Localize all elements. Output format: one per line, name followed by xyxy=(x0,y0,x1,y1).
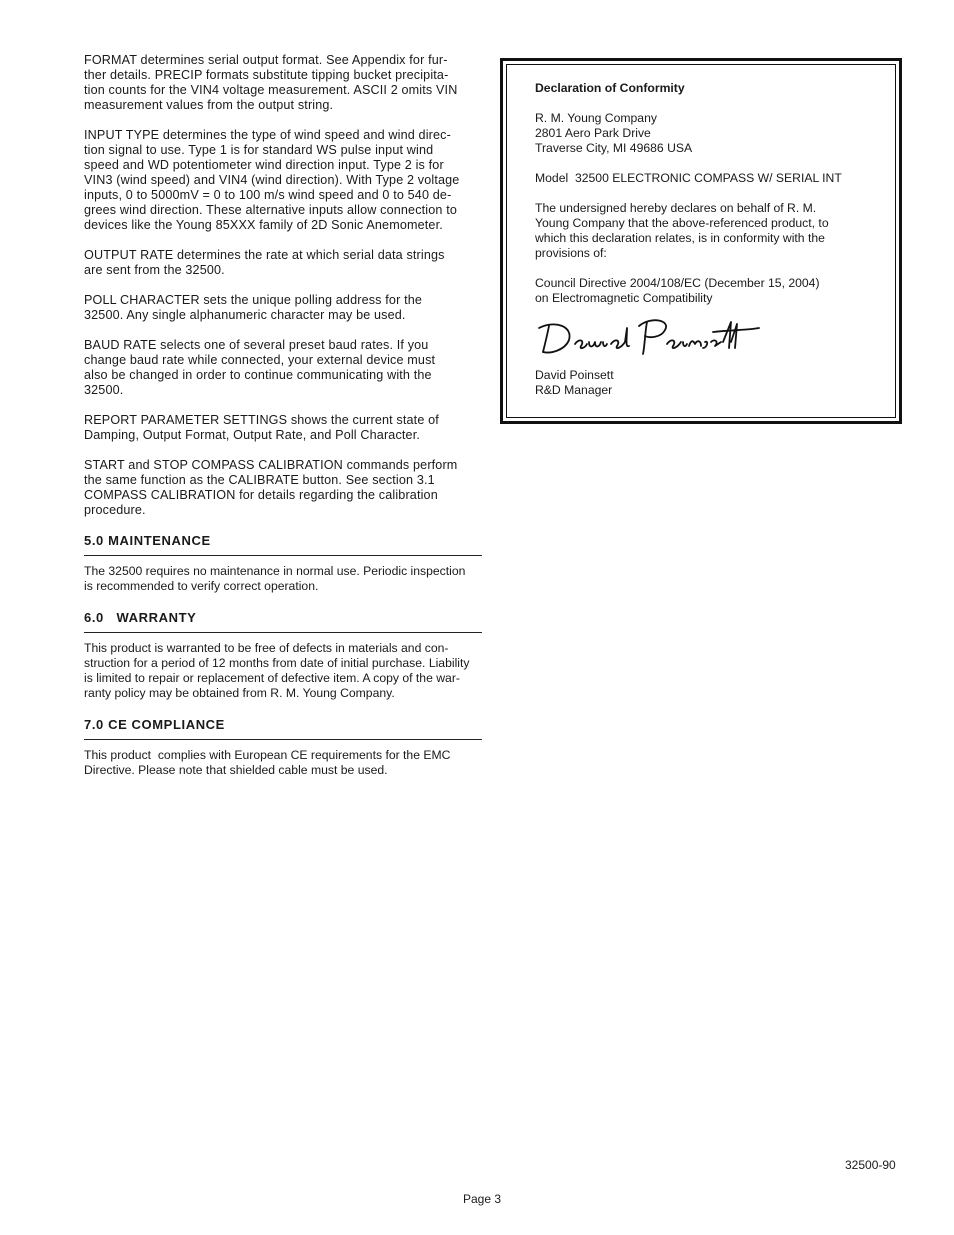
text-line: Damping, Output Format, Output Rate, and Poll Character. xyxy=(84,428,420,442)
page-number: Page 3 xyxy=(463,1192,502,1206)
signer-name: David Poinsett xyxy=(535,368,614,382)
text-line: are sent from the 32500. xyxy=(84,263,225,277)
warranty-section xyxy=(84,610,482,701)
text-line: the same function as the CALIBRATE button. See section 3.1 xyxy=(84,473,435,487)
compass-calibration-paragraph xyxy=(84,458,482,518)
text-line: tion signal to use. Type 1 is for standard WS pulse input wind xyxy=(84,143,434,157)
text-line: The 32500 requires no maintenance in normal use. Periodic inspection xyxy=(84,564,466,578)
signature xyxy=(535,312,765,360)
input-type-paragraph xyxy=(84,128,482,233)
text-line: change baud rate while connected, your external device must xyxy=(84,353,436,367)
baud-rate-paragraph xyxy=(84,338,482,398)
statement-line: provisions of: xyxy=(535,246,607,260)
text-line: struction for a period of 12 months from date of initial purchase. Liability xyxy=(84,656,470,670)
text-line: grees wind direction. These alternative inputs allow connection to xyxy=(84,203,457,217)
model-line: Model 32500 ELECTRONIC COMPASS W/ SERIAL INT xyxy=(535,171,842,185)
maintenance-heading: 5.0 MAINTENANCE xyxy=(84,533,482,556)
text-line: tion counts for the VIN4 voltage measurement. ASCII 2 omits VIN xyxy=(84,83,458,97)
company-address xyxy=(535,111,865,156)
statement-line: which this declaration relates, is in conformity with the xyxy=(535,231,825,245)
text-line: FORMAT determines serial output format. See Appendix for fur- xyxy=(84,53,448,67)
text-line: 32500. xyxy=(84,383,124,397)
text-line: measurement values from the output string. xyxy=(84,98,334,112)
text-line: ranty policy may be obtained from R. M. Young Company. xyxy=(84,686,395,700)
text-line: is recommended to verify correct operation. xyxy=(84,579,319,593)
left-column xyxy=(84,53,482,794)
directive-line: Council Directive 2004/108/EC (December 15, 2004) xyxy=(535,276,820,290)
declaration-title: Declaration of Conformity xyxy=(535,81,685,95)
text-line: OUTPUT RATE determines the rate at which serial data strings xyxy=(84,248,445,262)
address-line: 2801 Aero Park Drive xyxy=(535,126,651,140)
declaration-of-conformity-box xyxy=(500,58,902,424)
text-line: POLL CHARACTER sets the unique polling address for the xyxy=(84,293,423,307)
document-number: 32500-90 xyxy=(845,1158,896,1172)
text-line: ther details. PRECIP formats substitute tipping bucket precipita- xyxy=(84,68,449,82)
text-line: REPORT PARAMETER SETTINGS shows the current state of xyxy=(84,413,439,427)
warranty-text xyxy=(84,641,482,701)
text-line: BAUD RATE selects one of several preset baud rates. If you xyxy=(84,338,429,352)
text-line: VIN3 (wind speed) and VIN4 (wind direction). With Type 2 voltage xyxy=(84,173,460,187)
text-line: This product is warranted to be free of defects in materials and con- xyxy=(84,641,449,655)
declaration-content xyxy=(535,81,865,398)
poll-character-paragraph xyxy=(84,293,482,323)
warranty-heading: 6.0 WARRANTY xyxy=(84,610,482,633)
text-line: also be changed in order to continue communicating with the xyxy=(84,368,432,382)
maintenance-text xyxy=(84,564,482,594)
text-line: This product complies with European CE requirements for the EMC xyxy=(84,748,451,762)
report-parameter-paragraph xyxy=(84,413,482,443)
text-line: INPUT TYPE determines the type of wind speed and wind direc- xyxy=(84,128,451,142)
ce-compliance-text xyxy=(84,748,482,778)
text-line: speed and WD potentiometer wind direction input. Type 2 is for xyxy=(84,158,444,172)
declaration-statement xyxy=(535,201,865,261)
text-line: 32500. Any single alphanumeric character may be used. xyxy=(84,308,406,322)
ce-compliance-section xyxy=(84,717,482,778)
statement-line: Young Company that the above-referenced product, to xyxy=(535,216,829,230)
signer-title: R&D Manager xyxy=(535,383,613,397)
maintenance-section xyxy=(84,533,482,594)
statement-line: The undersigned hereby declares on behalf of R. M. xyxy=(535,201,817,215)
format-paragraph xyxy=(84,53,482,113)
directive-text xyxy=(535,276,865,306)
address-line: Traverse City, MI 49686 USA xyxy=(535,141,693,155)
text-line: Directive. Please note that shielded cable must be used. xyxy=(84,763,388,777)
text-line: inputs, 0 to 5000mV = 0 to 100 m/s wind speed and 0 to 540 de- xyxy=(84,188,452,202)
text-line: START and STOP COMPASS CALIBRATION commands perform xyxy=(84,458,458,472)
text-line: COMPASS CALIBRATION for details regarding the calibration xyxy=(84,488,438,502)
output-rate-paragraph xyxy=(84,248,482,278)
text-line: devices like the Young 85XXX family of 2D Sonic Anemometer. xyxy=(84,218,443,232)
address-line: R. M. Young Company xyxy=(535,111,657,125)
text-line: procedure. xyxy=(84,503,146,517)
text-line: is limited to repair or replacement of defective item. A copy of the war- xyxy=(84,671,460,685)
directive-line: on Electromagnetic Compatibility xyxy=(535,291,713,305)
ce-compliance-heading: 7.0 CE COMPLIANCE xyxy=(84,717,482,740)
